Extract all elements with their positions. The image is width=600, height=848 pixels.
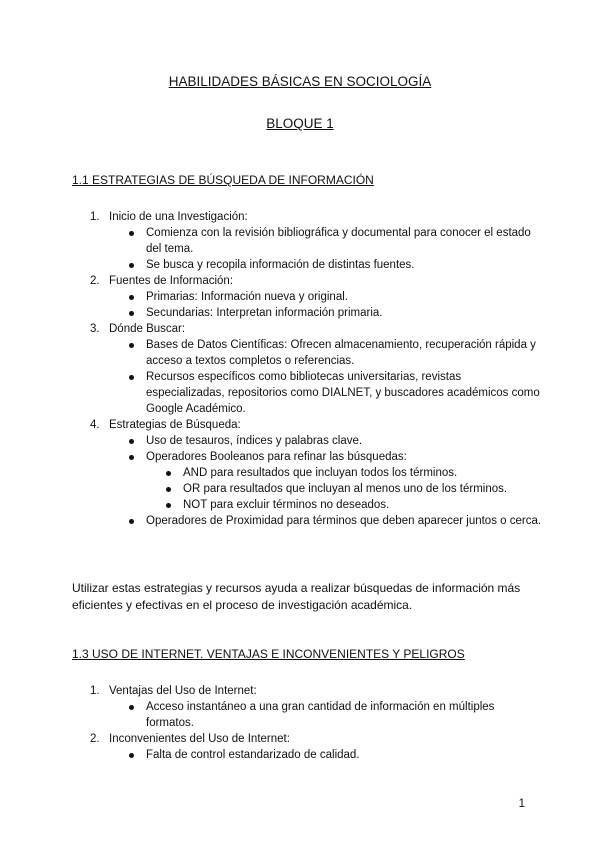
bullet-list (109, 337, 542, 417)
bullet-icon (129, 455, 134, 460)
bullet-list (109, 747, 542, 763)
bullet-item: Operadores Booleanos para refinar las búsquedas: AND para resultados que incluyan todos los términos. OR para resultados que incluyan al menos uno de los términos. NOT para excluir términos no deseados. (109, 449, 542, 513)
bullet-item: Acceso instantáneo a una gran cantidad de información en múltiples formatos. (109, 699, 542, 731)
list-item-label: Fuentes de Información: (109, 275, 234, 287)
page-number: 1 (518, 798, 525, 810)
summary-paragraph: Utilizar estas estrategias y recursos ayuda a realizar búsquedas de información más eficientes y efectivas en el proceso de investigación académica. (72, 581, 521, 612)
bullet-item: Uso de tesauros, índices y palabras clave. (109, 433, 542, 449)
list-item (72, 273, 542, 321)
bullet-icon (129, 519, 134, 524)
document-title: HABILIDADES BÁSICAS EN SOCIOLOGÍA (168, 74, 432, 89)
bullet-list (109, 289, 542, 321)
bullet-list (109, 433, 542, 529)
list-item-label: Dónde Buscar: (109, 323, 186, 335)
numbered-list-search-strategies (72, 209, 542, 529)
bullet-item: Primarias: Información nueva y original. (109, 289, 542, 305)
sub-bullet-item: OR para resultados que incluyan al menos uno de los términos. (146, 481, 542, 497)
bullet-icon (129, 705, 134, 710)
list-item (72, 731, 542, 763)
list-item-label: Estrategias de Búsqueda: (109, 419, 241, 431)
list-item-label: Inicio de una Investigación: (109, 211, 248, 223)
bullet-item: Recursos específicos como bibliotecas universitarias, revistas especializadas, repositorios como DIALNET, y buscadores académicos como Google Académico. (109, 369, 542, 417)
numbered-list-internet-use (72, 683, 542, 763)
list-item (72, 417, 542, 529)
bullet-icon (129, 231, 134, 236)
bullet-icon (129, 439, 134, 444)
section-heading-1-3: 1.3 USO DE INTERNET. VENTAJAS E INCONVENIENTES Y PELIGROS (72, 647, 465, 661)
bullet-list (109, 225, 542, 273)
bullet-icon (166, 487, 171, 492)
bullet-item: Comienza con la revisión bibliográfica y documental para conocer el estado del tema. (109, 225, 542, 257)
list-item-label: Ventajas del Uso de Internet: (109, 685, 257, 697)
sub-bullet-item: NOT para excluir términos no deseados. (146, 497, 542, 513)
list-number: 2. (90, 733, 100, 745)
list-item (72, 321, 542, 417)
bullet-icon (129, 753, 134, 758)
list-number: 1. (90, 685, 100, 697)
list-item (72, 683, 542, 731)
bullet-icon (129, 375, 134, 380)
bullet-item: Se busca y recopila información de distintas fuentes. (109, 257, 542, 273)
bullet-list (109, 699, 542, 731)
bullet-item: Bases de Datos Científicas: Ofrecen almacenamiento, recuperación rápida y acceso a textos completos o referencias. (109, 337, 542, 369)
bullet-item: Secundarias: Interpretan información primaria. (109, 305, 542, 321)
bullet-icon (166, 503, 171, 508)
bullet-icon (129, 263, 134, 268)
list-number: 2. (90, 275, 100, 287)
list-number: 4. (90, 419, 100, 431)
bullet-icon (129, 343, 134, 348)
sub-bullet-item: AND para resultados que incluyan todos los términos. (146, 465, 542, 481)
bullet-icon (166, 471, 171, 476)
list-number: 1. (90, 211, 100, 223)
section-heading-1-1: 1.1 ESTRATEGIAS DE BÚSQUEDA DE INFORMACIÓN (72, 173, 374, 187)
list-item (72, 209, 542, 273)
bullet-icon (129, 311, 134, 316)
bullet-item: Falta de control estandarizado de calidad. (109, 747, 542, 763)
bullet-icon (129, 295, 134, 300)
list-item-label: Inconvenientes del Uso de Internet: (109, 733, 290, 745)
block-title: BLOQUE 1 (266, 116, 334, 131)
list-number: 3. (90, 323, 100, 335)
sub-bullet-list (146, 465, 542, 513)
bullet-item: Operadores de Proximidad para términos que deben aparecer juntos o cerca. (109, 513, 542, 529)
